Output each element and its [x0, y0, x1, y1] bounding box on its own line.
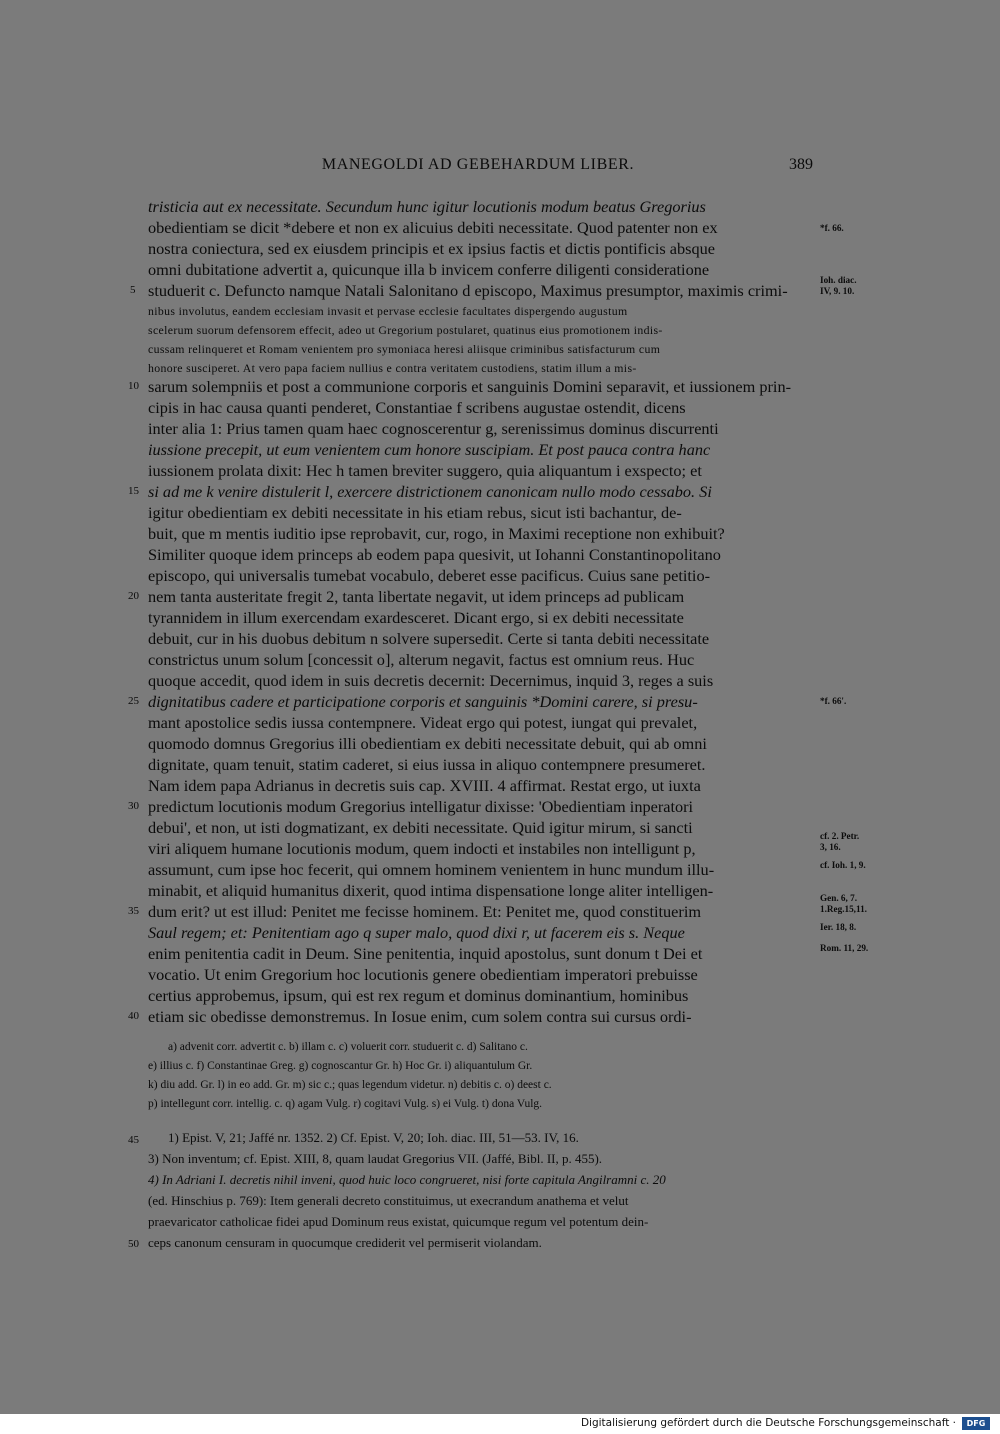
margin-note: 3, 16. — [820, 842, 841, 852]
text-line: nibus involutus, eandem ecclesiam invasit et pervase ecclesie facultates dispergendo augustum — [148, 304, 628, 318]
source-note-line: ceps canonum censuram in quocumque crediderit vel permiserit violandam. — [148, 1235, 542, 1250]
text-line: scelerum suorum defensorem effecit, adeo ut Gregorium postularet, quatinus eius promotionem indis- — [148, 323, 663, 337]
line-number: 10 — [128, 380, 139, 392]
source-note-line: 4) In Adriani I. decretis nihil inveni, quod huic loco congrueret, nisi forte capitula Angilramni c. 20 — [148, 1172, 666, 1187]
page-number: 389 — [789, 156, 813, 173]
text-line: constrictus unum solum [concessit o], alterum negavit, factus est omnium reus. Huc — [148, 650, 695, 669]
text-line: enim penitentia cadit in Deum. Sine penitentia, inquid apostolus, sunt donum t Dei et — [148, 944, 703, 963]
source-note-line: 1) Epist. V, 21; Jaffé nr. 1352. 2) Cf. Epist. V, 20; Ioh. diac. III, 51—53. IV, 16. — [168, 1130, 579, 1145]
text-line: obedientiam se dicit *debere et non ex alicuius debiti necessitate. Quod patenter non ex — [148, 218, 718, 237]
text-line: iussione precepit, ut eum venientem cum honore suscipiam. Et post pauca contra hanc — [148, 440, 711, 459]
text-line: certius approbemus, ipsum, qui est rex regum et dominus dominantium, hominibus — [148, 986, 689, 1005]
text-line: studuerit c. Defuncto namque Natali Salonitano d episcopo, Maximus presumptor, maximis crimi- — [148, 281, 788, 300]
source-note-line: praevaricator catholicae fidei apud Dominum reus existat, quicumque regum vel potentum dein- — [148, 1214, 649, 1229]
dfg-logo[interactable]: DFG — [962, 1417, 990, 1430]
text-line: dignitatibus cadere et participatione corporis et sanguinis *Domini carere, si presu- — [148, 692, 698, 711]
line-number: 15 — [128, 485, 139, 497]
text-line: etiam sic obedisse demonstremus. In Iosue enim, cum solem contra sui cursus ordi- — [148, 1007, 692, 1026]
margin-note: *f. 66'. — [820, 696, 847, 706]
margin-note: Ier. 18, 8. — [820, 922, 857, 932]
text-line: minabit, et aliquid humanitus dixerit, quod intima dispensatione longe aliter intelligen- — [148, 881, 714, 900]
apparatus-line: k) diu add. Gr. l) in eo add. Gr. m) sic c.; quas legendum videtur. n) debitis c. o) deest c. — [148, 1079, 552, 1091]
text-line: assumunt, cum ipse hoc fecerit, qui omnem hominem venientem in hunc mundum illu- — [148, 860, 715, 879]
line-number: 45 — [128, 1134, 139, 1146]
line-number: 50 — [128, 1238, 139, 1250]
line-number: 30 — [128, 800, 139, 812]
line-number: 25 — [128, 695, 139, 707]
text-line: igitur obedientiam ex debiti necessitate in his etiam rebus, sicut isti bachantur, de- — [148, 503, 682, 522]
text-line: Nam idem papa Adrianus in decretis suis cap. XVIII. 4 affirmat. Restat ergo, ut iuxta — [148, 776, 701, 795]
text-line: mant apostolice sedis iussa contempnere. Videat ergo qui potest, iungat qui prevalet, — [148, 713, 698, 732]
line-number: 40 — [128, 1010, 139, 1022]
margin-note: IV, 9. 10. — [820, 286, 855, 296]
running-title: MANEGOLDI AD GEBEHARDUM LIBER. — [321, 156, 635, 173]
line-number: 5 — [130, 284, 136, 296]
text-line: predictum locutionis modum Gregorius intelligatur dixisse: 'Obedientiam inperatori — [148, 797, 694, 816]
text-line: buit, que m mentis iuditio ipse reprobavit, cur, rogo, in Maximi receptione non exhibuit? — [148, 524, 725, 543]
margin-note: Gen. 6, 7. — [820, 893, 858, 903]
text-line: quoque accedit, quod idem in suis decretis decernit: Decernimus, inquid 3, reges a suis — [148, 671, 714, 690]
text-line: episcopo, qui universalis tumebat vocabulo, deberet esse pacificus. Cuius sane petitio- — [148, 566, 711, 585]
line-number: 35 — [128, 905, 139, 917]
funding-notice: Digitalisierung gefördert durch die Deutsche Forschungsgemeinschaft · — [580, 1417, 956, 1429]
text-line: Saul regem; et: Penitentiam ago q super malo, quod dixi r, ut facerem eis s. Neque — [148, 923, 685, 942]
text-line: debui', et non, ut isti dogmatizant, ex debiti necessitate. Quid igitur mirum, si sancti — [148, 818, 693, 837]
text-line: viri aliquem humane locutionis modum, quem indocti et instabiles non intelligunt p, — [148, 839, 696, 858]
text-line: sarum solempniis et post a communione corporis et sanguinis Domini separavit, et iussionem prin- — [148, 377, 792, 396]
line-number: 20 — [128, 590, 139, 602]
text-line: inter alia 1: Prius tamen quam haec cognoscerentur g, serenissimus dominus discurrenti — [148, 419, 719, 438]
margin-note: Ioh. diac. — [820, 275, 857, 285]
text-line: Similiter quoque idem princeps ab eodem papa quesivit, ut Iohanni Constantinopolitano — [148, 545, 721, 564]
text-line: si ad me k venire distulerit l, exercere districtionem canonicam nullo modo cessabo. Si — [148, 482, 712, 501]
text-line: tristicia aut ex necessitate. Secundum hunc igitur locutionis modum beatus Gregorius — [148, 197, 706, 216]
text-line: tyrannidem in illum exercendam exardesceret. Dicant ergo, si ex debiti necessitate — [148, 608, 684, 627]
text-line: debuit, cur in his duobus debitum n solvere supersedit. Certe si tanta debiti necessitate — [148, 629, 710, 648]
text-line: cipis in hac causa quanti penderet, Constantiae f scribens augustae ostendit, dicens — [148, 398, 686, 417]
text-line: honore susciperet. At vero papa faciem nullius e contra veritatem custodiens, statim illum a mis- — [148, 361, 637, 375]
apparatus-line: e) illius c. f) Constantinae Greg. g) cognoscantur Gr. h) Hoc Gr. i) aliquantulum Gr. — [148, 1060, 533, 1072]
text-line: dum erit? ut est illud: Penitet me fecisse hominem. Et: Penitet me, quod constituerim — [148, 902, 702, 921]
margin-note: cf. 2. Petr. — [820, 831, 860, 841]
margin-note: 1.Reg.15,11. — [820, 904, 867, 914]
text-line: quomodo domnus Gregorius illi obedientiam ex debiti necessitate debuit, qui ab omni — [148, 734, 707, 753]
source-note-line: (ed. Hinschius p. 769): Item generali decreto constituimus, ut execrandum anathema et velut — [148, 1193, 629, 1208]
footer-bar — [0, 1414, 1000, 1434]
text-line: nem tanta austeritate fregit 2, tanta libertate negavit, ut idem princeps ad publicam — [148, 587, 685, 606]
margin-note: Rom. 11, 29. — [820, 943, 869, 953]
text-line: iussionem prolata dixit: Hec h tamen breviter suggero, quia aliquantum i exspecto; et — [148, 461, 702, 480]
apparatus-line: p) intellegunt corr. intellig. c. q) agam Vulg. r) cogitavi Vulg. s) ei Vulg. t) dona Vulg. — [148, 1098, 543, 1110]
text-line: vocatio. Ut enim Gregorium hoc locutionis genere obedientiam imperatori prebuisse — [148, 965, 698, 984]
margin-note: *f. 66. — [820, 223, 844, 233]
text-line: cussam relinqueret et Romam venientem pro symoniaca heresi aliisque criminibus satisfacturum cum — [148, 342, 661, 356]
text-line: omni dubitatione advertit a, quicunque illa b invicem conferre diligenti consideratione — [148, 260, 710, 279]
margin-note: cf. Ioh. 1, 9. — [820, 860, 866, 870]
text-line: dignitate, quam tenuit, statim caderet, si eius iussa in aliquo contempnere presumeret. — [148, 755, 706, 774]
source-note-line: 3) Non inventum; cf. Epist. XIII, 8, quam laudat Gregorius VII. (Jaffé, Bibl. II, p. 455). — [148, 1151, 603, 1166]
text-line: nostra coniectura, sed ex eiusdem principis et ex ipsius factis et dictis pontificis absque — [148, 239, 715, 258]
apparatus-line: a) advenit corr. advertit c. b) illam c. c) voluerit corr. studuerit c. d) Salitano c. — [168, 1041, 528, 1053]
